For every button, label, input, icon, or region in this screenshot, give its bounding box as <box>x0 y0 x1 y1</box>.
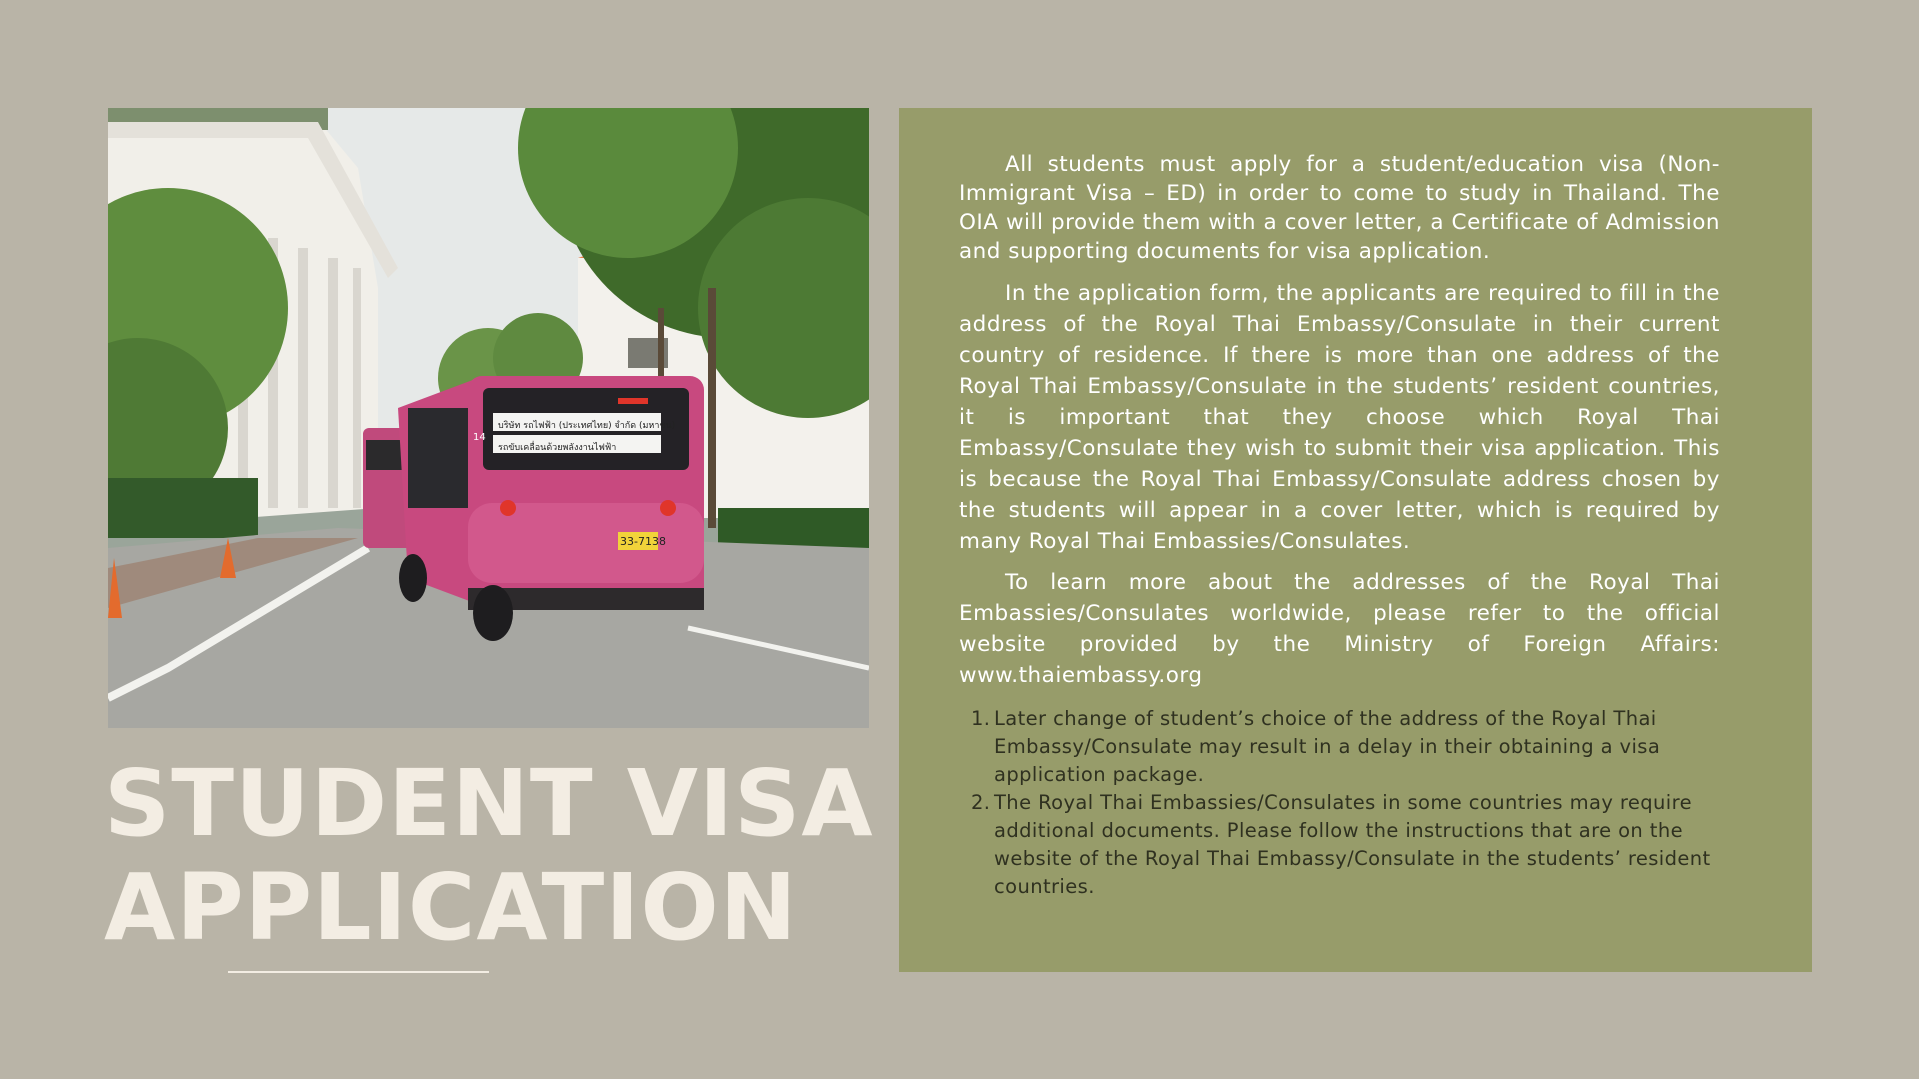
list-item <box>959 705 1720 789</box>
notes-list <box>959 705 1720 901</box>
note-text: Later change of student’s choice of the address of the Royal Thai Embassy/Consulate may result in a delay in their obtaining a visa application package. <box>994 707 1661 786</box>
license-plate: 33-7138 <box>620 535 666 548</box>
visa-info-panel <box>899 108 1812 972</box>
note-number: 1. <box>971 707 991 730</box>
bus-sign-line1: บริษัท รถไฟฟ้า (ประเทศไทย) จำกัด (มหาชน) <box>498 421 676 431</box>
title-line-1: STUDENT VISA <box>104 750 874 857</box>
paragraph-visa-requirement: All students must apply for a student/education visa (Non-Immigrant Visa – ED) in order to come to study in Thailand. The OIA will provide them with a cover letter, a Certificate of Admission and supporting documents for visa application. <box>959 152 1720 264</box>
paragraph-embassy-addresses: To learn more about the addresses of the Royal Thai Embassies/Consulates worldwide, please refer to the official website provided by the Ministry of Foreign Affairs: www.thaiembassy.org <box>959 570 1720 688</box>
page-title <box>104 752 884 960</box>
note-text: The Royal Thai Embassies/Consulates in some countries may require additional documents. Please follow the instructions that are on the website of the Royal Thai Embassy/Consulate in the students’ resident countries. <box>994 791 1711 898</box>
photo-illustration <box>108 108 869 728</box>
list-item <box>959 789 1720 901</box>
note-number: 2. <box>971 791 991 814</box>
bus-number: 14 <box>473 432 486 443</box>
bus-sign-line2: รถขับเคลื่อนด้วยพลังงานไฟฟ้า <box>498 443 617 453</box>
campus-bus-photo <box>108 108 869 728</box>
title-line-2: APPLICATION <box>104 854 798 961</box>
paragraph-application-form: In the application form, the applicants are required to fill in the address of the Royal Thai Embassy/Consulate in their current country of residence. If there is more than one address of the Royal Thai Embassy/Consulate in the students’ resident countries, it is important that they choose which Royal Thai Embassy/Consulate they wish to submit their visa application. This is because the Royal Thai Embassy/Consulate address chosen by the students will appear in a cover letter, which is required by many Royal Thai Embassies/Consulates. <box>959 281 1720 554</box>
title-underline <box>228 971 489 973</box>
